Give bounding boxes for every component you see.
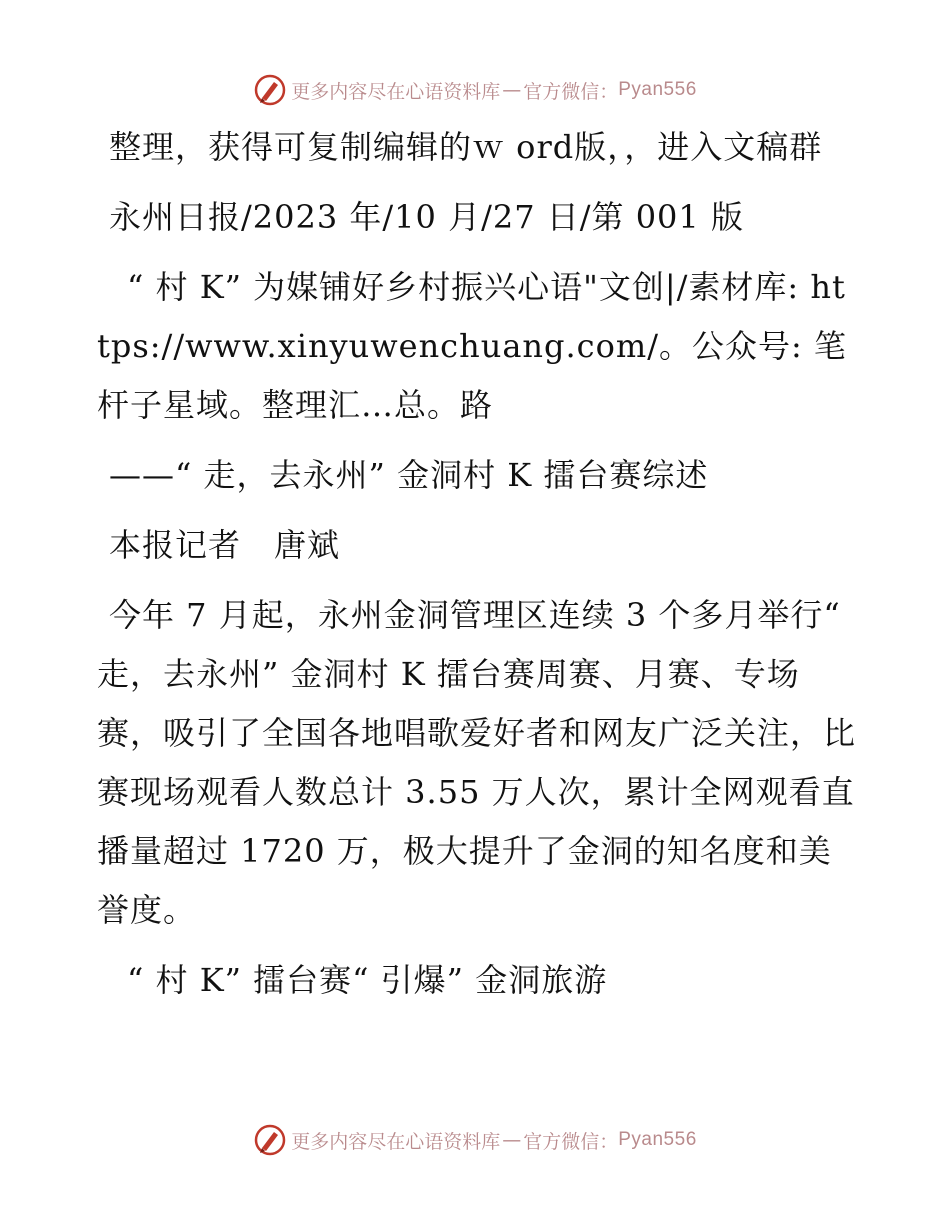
header-watermark [0, 70, 950, 110]
watermark-text: 更多内容尽在心语资料库 [291, 80, 501, 103]
intro-note: 整理，获得可复制编辑的ｗ ord版，，进入文稿群 [109, 128, 823, 166]
byline: 本报记者 唐斌 [109, 526, 341, 564]
body-paragraph: 今年 7 月起，永州金洞管理区连续 3 个多月举行“ 走，去永州” 金洞村 K 擂台赛周赛、月赛、专场赛，吸引了全国各地唱歌爱好者和网友广泛关注，比赛现场观看人数总计 3.55 万人次，累计全网观看直播量超过 1720 万，极大提升了金洞的知名度和美誉度。 [97, 596, 857, 929]
pen-logo-icon [253, 73, 287, 107]
watermark-account-label: 官方微信： [523, 1130, 619, 1153]
article-subtitle: ——“ 走，去永州” 金洞村 K 擂台赛综述 [109, 456, 709, 494]
footer-watermark [0, 1120, 950, 1160]
watermark-account-id: Pyan556 [618, 1129, 697, 1150]
article-title: “ 村 K” 为媒铺好乡村振兴心语"文创|/素材库: https://www.xinyuwenchuang.com/。公众号: 笔杆子星域。整理汇…总。路 [97, 268, 847, 424]
pen-logo-icon [253, 1123, 287, 1157]
watermark-account-id: Pyan556 [618, 79, 697, 100]
watermark-separator: — [502, 1129, 522, 1151]
watermark-text: 更多内容尽在心语资料库 [291, 1130, 501, 1153]
publication-info: 永州日报/2023 年/10 月/27 日/第 001 版 [109, 198, 744, 236]
watermark-separator: — [502, 79, 522, 101]
section-heading: “ 村 K” 擂台赛“ 引爆” 金洞旅游 [127, 961, 608, 999]
article-body [97, 118, 857, 1021]
watermark-account-label: 官方微信： [523, 80, 619, 103]
